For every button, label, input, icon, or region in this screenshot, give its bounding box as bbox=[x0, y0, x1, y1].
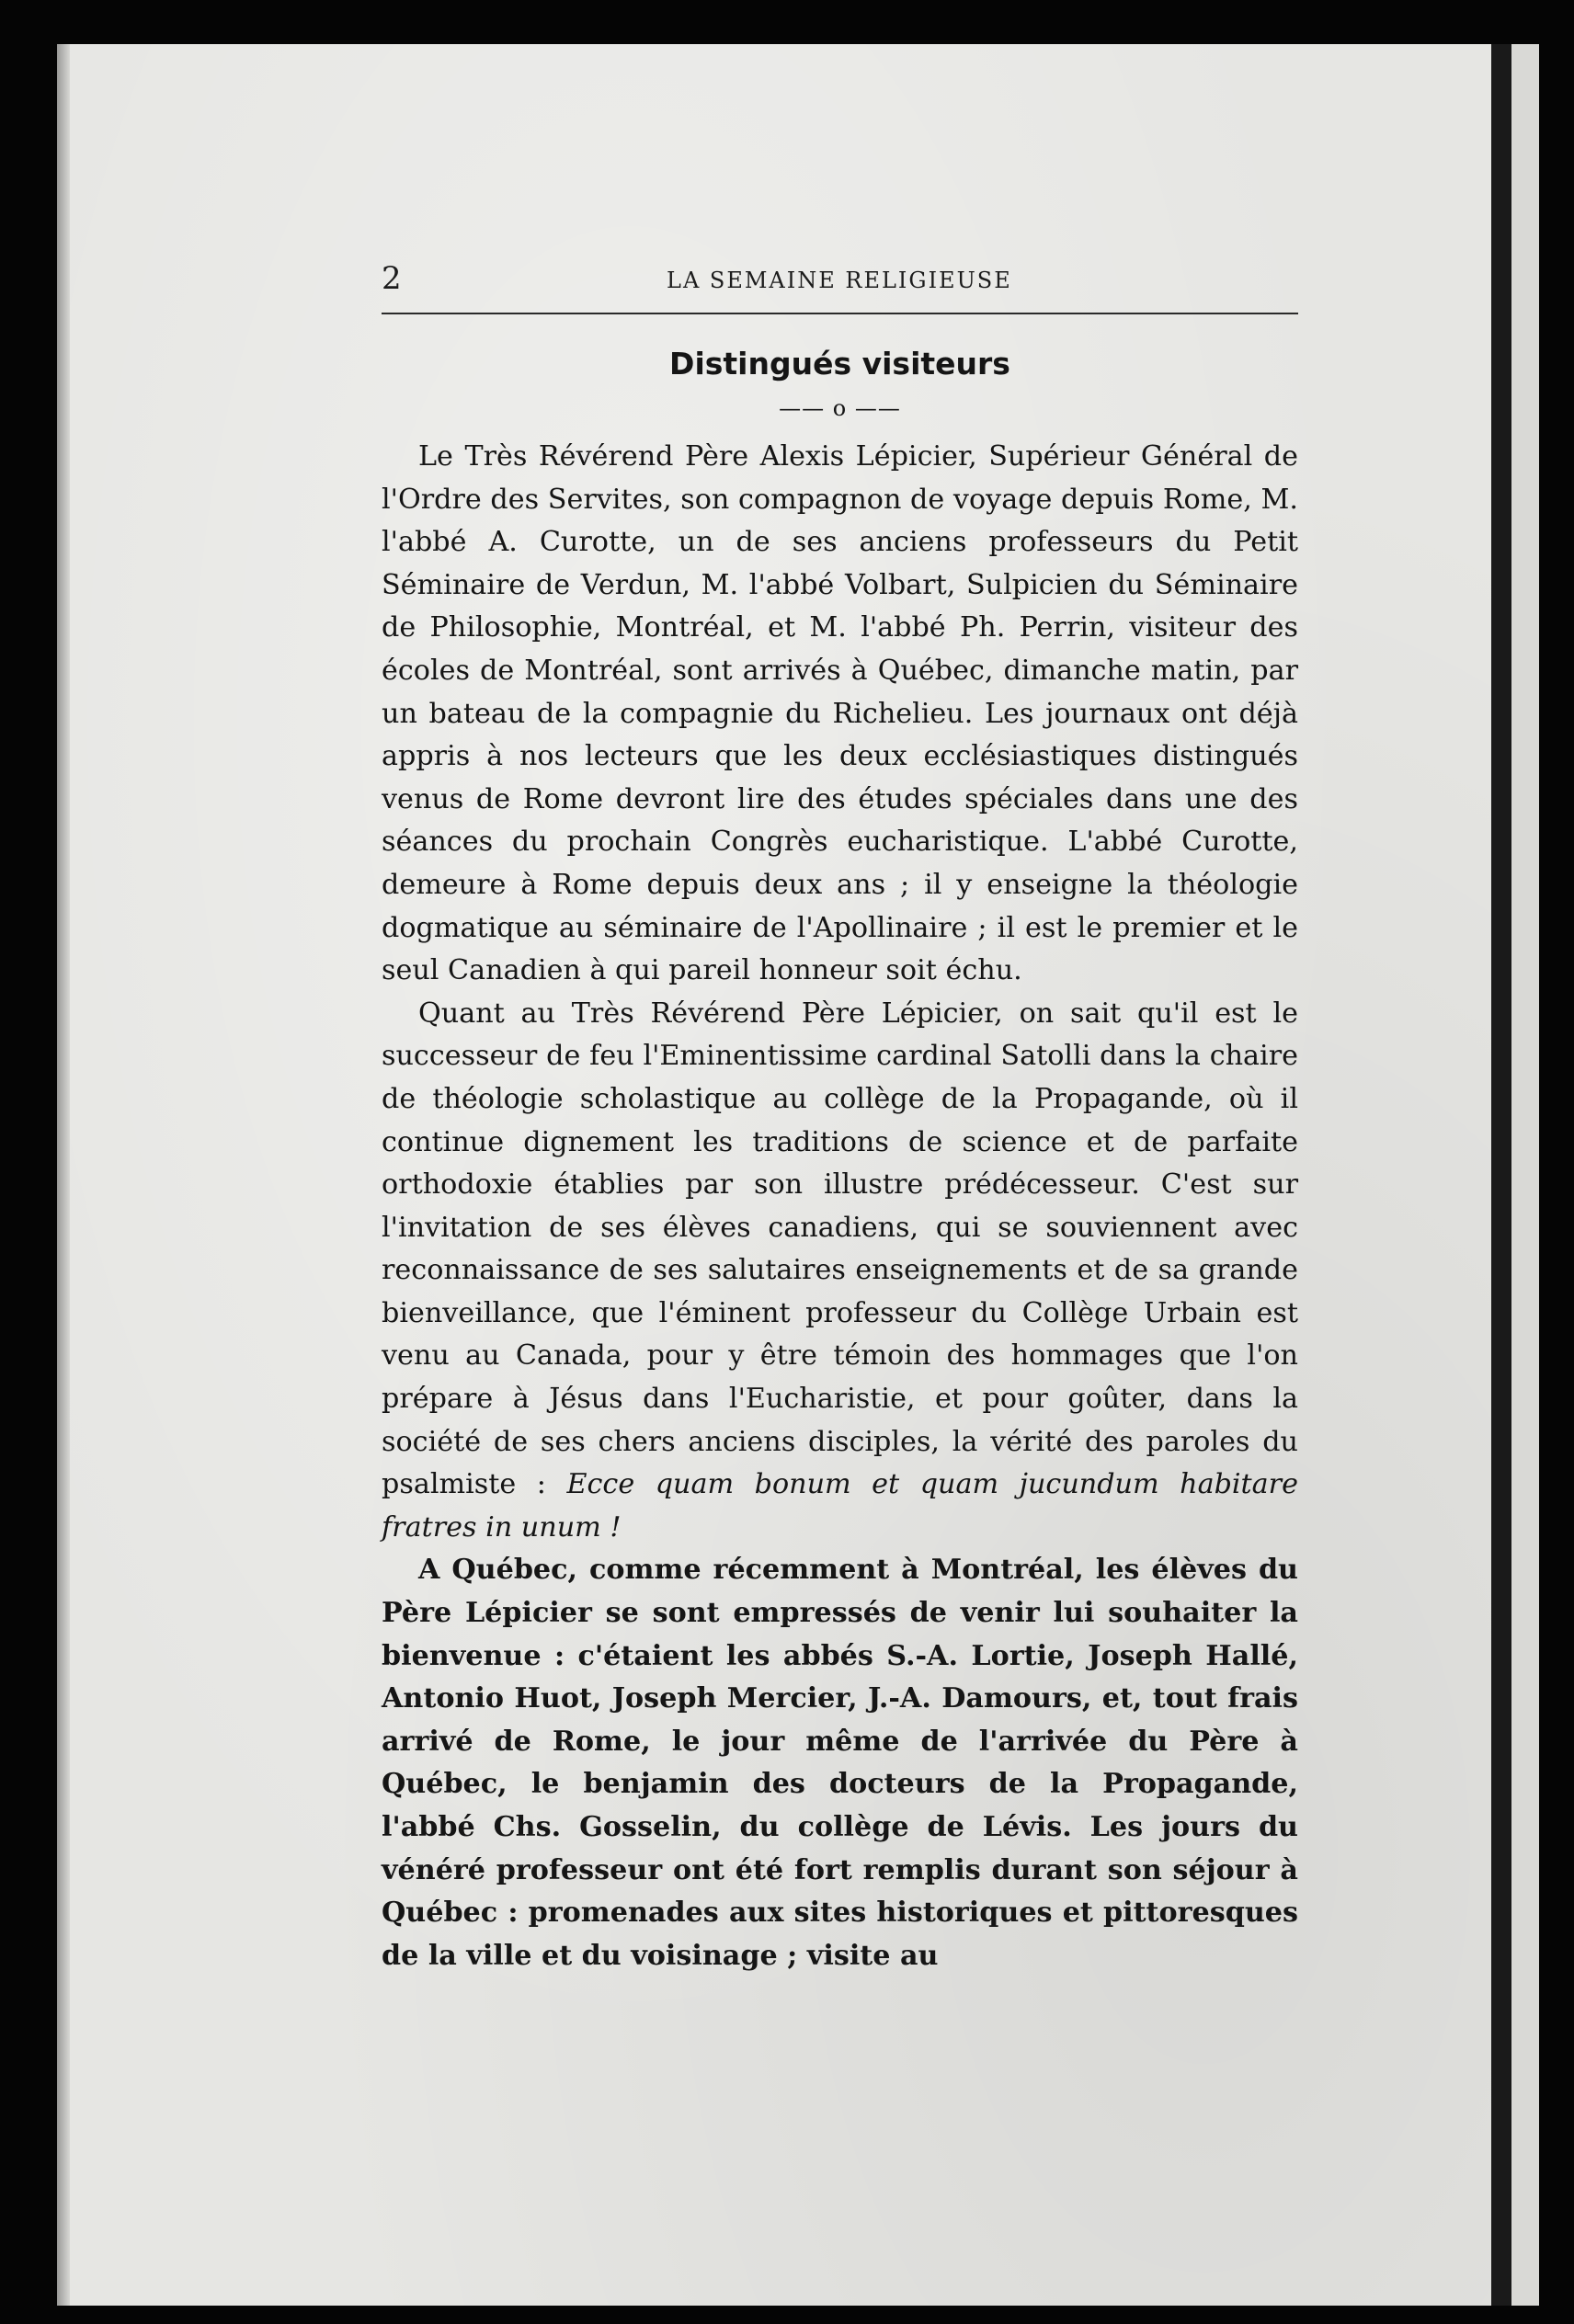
page-binding-edge bbox=[57, 44, 70, 2306]
paragraph-2-text: Quant au Très Révérend Père Lépicier, on sait qu'il est le successeur de feu l'Eminentissime cardinal Satolli dans la chaire de théologie scholastique au collège de la Propagande, où il continue dignement les traditions de science et de parfaite orthodoxie établies par son illustre prédécesseur. C'est sur l'invitation de ses élèves canadiens, qui se souviennent avec reconnaissance de ses salutaires enseignements et de sa grande bienveillance, que l'éminent professeur du Collège Urbain est venu au Canada, pour y être témoin des hommages que l'on prépare à Jésus dans l'Eucharistie, et pour goûter, dans la société de ses chers anciens disciples, la vérité des paroles du psalmiste : bbox=[382, 997, 1298, 1501]
paragraph-3: A Québec, comme récemment à Montréal, les élèves du Père Lépicier se sont empressés de venir lui souhaiter la bienvenue : c'étaient les abbés S.-A. Lortie, Joseph Hallé, Antonio Huot, Joseph Mercier, J.-A. Damours, et, tout frais arrivé de Rome, le jour même de l'arrivée du Père à Québec, le benjamin des docteurs de la Propagande, l'abbé Chs. Gosselin, du collège de Lévis. Les jours du vénéré professeur ont été fort remplis durant son séjour à Québec : promenades aux sites historiques et pittoresques de la ville et du voisinage ; visite au bbox=[382, 1554, 1298, 1972]
article-title: Distingués visiteurs bbox=[669, 346, 1010, 382]
article bbox=[382, 342, 1298, 1977]
page-gutter-shadow bbox=[1491, 44, 1511, 2306]
title-separator: —— o —— bbox=[779, 395, 901, 421]
latin-quotation: Ecce quam bonum et quam jucundum habitare fratres in unum ! bbox=[382, 1468, 1298, 1544]
page-number: 2 bbox=[382, 260, 402, 297]
paragraph-2 bbox=[382, 993, 1298, 1550]
paragraph-1: Le Très Révérend Père Alexis Lépicier, Supérieur Général de l'Ordre des Servites, son compagnon de voyage depuis Rome, M. l'abbé A. Curotte, un de ses anciens professeurs du Petit Séminaire de Verdun, M. l'abbé Volbart, Sulpicien du Séminaire de Philosophie, Montréal, et M. l'abbé Ph. Perrin, visiteur des écoles de Montréal, sont arrivés à Québec, dimanche matin, par un bateau de la compagnie du Richelieu. Les journaux ont déjà appris à nos lecteurs que les deux ecclésiastiques distingués venus de Rome devront lire des études spéciales dans une des séances du prochain Congrès eucharistique. L'abbé Curotte, demeure à Rome depuis deux ans ; il y enseigne la théologie dogmatique au séminaire de l'Apollinaire ; il est le premier et le seul Canadien à qui pareil honneur soit échu. bbox=[382, 440, 1298, 987]
running-header bbox=[382, 259, 1298, 311]
facing-page-edge bbox=[1511, 44, 1539, 2306]
running-title: LA SEMAINE RELIGIEUSE bbox=[667, 268, 1012, 293]
header-rule bbox=[382, 313, 1298, 314]
